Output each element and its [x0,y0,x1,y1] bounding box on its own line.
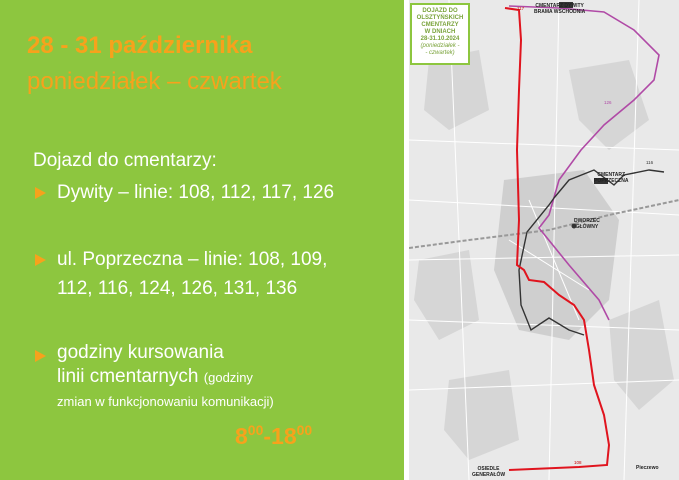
bullet-dywity [35,178,365,207]
label-cemetery-dywity-2: BRAMA WSCHODNIA [534,9,586,15]
legend-line6: (poniedziałek - [420,43,460,49]
route-map-drawing [409,0,679,480]
bullet-arrow-icon [35,187,46,199]
legend-line1: DOJAZD DO [422,8,458,14]
label-cemetery-poprzeczna-1: CMENTARZ [597,172,626,178]
label-line-116: 116 [646,160,654,165]
label-cemetery-dywity-1: CMENTARZ DYWITY [535,3,584,9]
legend-line2: OLSZTYŃSKICH [416,15,464,21]
map-legend-box [410,3,470,65]
bullet-text: ul. Poprzeczna – linie: 108, 109, 112, 116, 124, 126, 131, 136 [57,249,328,299]
label-line-117: 117 [517,6,525,11]
label-osiedle-2: GENERAŁÓW [472,472,506,478]
legend-line7: - czwartek) [425,50,455,56]
bullet-text: Dywity – linie: 108, 112, 117, 126 [57,182,335,203]
hours-note-a: (godziny [203,370,253,385]
bullet-hours [35,341,365,414]
legend-line4: W DNIACH [424,29,456,35]
legend-line3: CMENTARZY [421,22,459,28]
legend-line5: 28-31.10.2024 [420,36,460,42]
route-map [404,0,679,480]
hours-range: $8^{00}-18^{00}$ [235,422,313,449]
label-pieczewo: Pieczewo [636,465,659,471]
label-station-1: DWORZEC [574,218,600,224]
hours-note-b: zmian w funkcjonowaniu komunikacji) [57,394,274,409]
bullet-poprzeczna [35,245,365,303]
label-osiedle-1: OSIEDLE [477,466,500,472]
bullet-arrow-icon [35,254,46,266]
slide-title-dates: 28 - 31 października [27,32,253,59]
bullet-arrow-icon [35,350,46,362]
slide-title-days: poniedziałek – czwartek [27,68,282,95]
label-line-126: 126 [604,100,612,105]
label-line-108: 108 [574,460,582,465]
intro-text: Dojazd do cmentarzy: [33,150,217,171]
hours-line1: godziny kursowania [57,342,224,363]
label-station-2: GŁÓWNY [575,224,599,230]
label-cemetery-poprzeczna-2: POPRZECZNA [594,178,629,184]
hours-line2: linii cmentarnych [57,366,199,387]
